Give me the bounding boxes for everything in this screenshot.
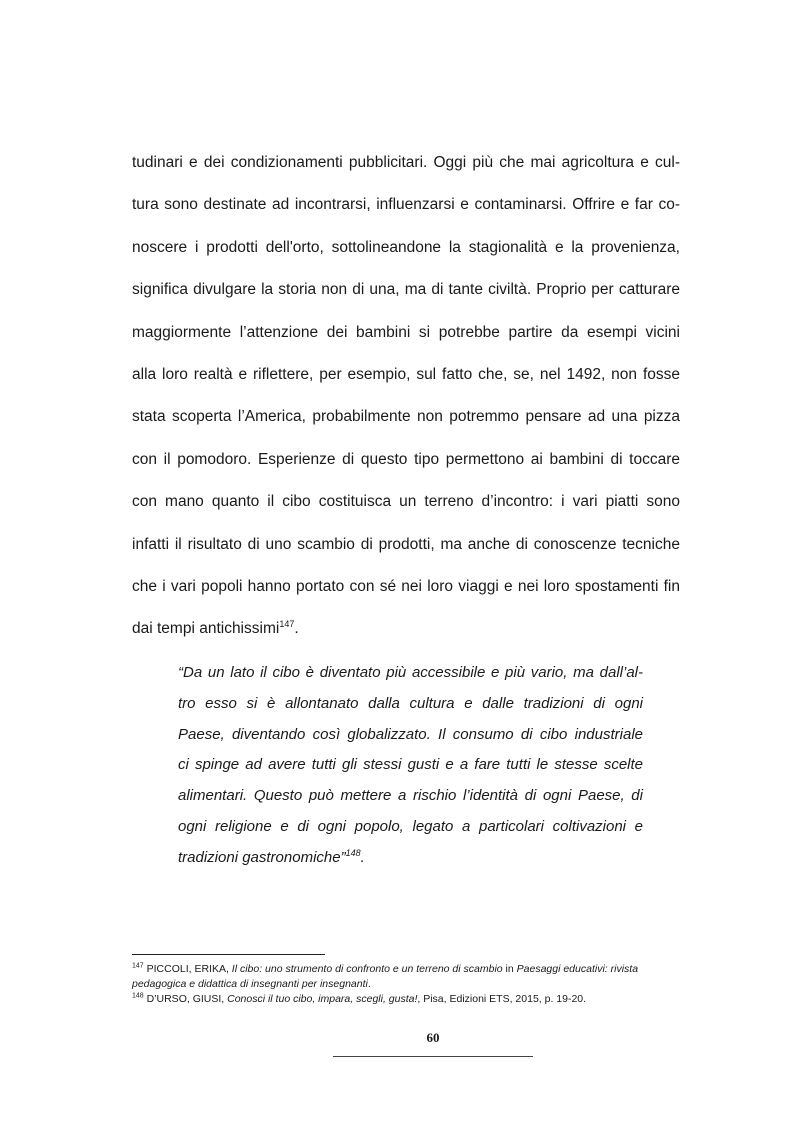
footnote-middle: in <box>502 963 517 975</box>
body-last-punct: . <box>294 620 299 638</box>
footnote-148 <box>132 992 692 1007</box>
footnote-author: PICCOLI, ERIKA, <box>143 963 232 975</box>
body-paragraph <box>132 142 680 651</box>
body-line: con il pomodoro. Esperienze di questo tipo permettono ai bambini di toccare <box>132 450 680 468</box>
block-quote <box>178 658 643 874</box>
quote-last-text: tradizioni gastronomiche” <box>178 848 346 866</box>
footnotes <box>132 962 692 1008</box>
footnote-end: , Pisa, Edizioni ETS, 2015, p. 19-20. <box>417 993 587 1006</box>
quote-line: tro esso si è allontanato dalla cultura e dalle tradizioni di ogni <box>178 694 643 712</box>
quote-line: ci spinge ad avere tutti gli stessi gusti e a fare tutti le stesse scelte <box>178 756 643 774</box>
body-line: maggiormente l’attenzione dei bambini si potrebbe partire da esempi vicini <box>132 323 680 341</box>
footnote-number: 148 <box>132 992 144 1000</box>
footnote-147 <box>132 962 692 992</box>
footnote-title: Il cibo: uno strumento di confronto e un terreno di scambio <box>231 963 503 975</box>
body-last-text: dai tempi antichissimi <box>132 620 280 638</box>
body-line: che i vari popoli hanno portato con sé nei loro viaggi e nei loro spostamenti fin <box>132 578 680 596</box>
footnote-author: D’URSO, GIUSI, <box>143 993 228 1006</box>
quote-line: Paese, diventando così globalizzato. Il consumo di cibo industriale <box>178 725 643 743</box>
body-line: significa divulgare la storia non di una, ma di tante civiltà. Proprio per catturare <box>132 281 680 299</box>
body-line: infatti il risultato di uno scambio di prodotti, ma anche di conoscenze tecniche <box>132 535 680 553</box>
body-line: tudinari e dei condizionamenti pubblicitari. Oggi più che mai agricoltura e cul- <box>132 154 680 171</box>
footnote-source: Paesaggi educativi: rivista pedagogica e didattica di insegnanti per insegnanti <box>132 963 639 991</box>
quote-line: alimentari. Questo può mettere a rischio l’identità di ogni Paese, di <box>178 787 643 805</box>
body-line: noscere i prodotti dell'orto, sottolineandone la stagionalità e la provenienza, <box>132 238 680 256</box>
body-line: tura sono destinate ad incontrarsi, influenzarsi e contaminarsi. Offrire e far co- <box>132 196 680 214</box>
page-number: 60 <box>426 1030 440 1045</box>
body-line: stata scoperta l’America, probabilmente non potremmo pensare ad una pizza <box>132 408 680 426</box>
body-line-last <box>132 608 680 650</box>
footnote-separator <box>132 954 325 955</box>
body-line: alla loro realtà e riflettere, per esempio, sul fatto che, se, nel 1492, non fosse <box>132 366 680 384</box>
footnote-number: 147 <box>132 962 144 970</box>
footnote-end: . <box>367 978 371 991</box>
body-line: con mano quanto il cibo costituisca un terreno d’incontro: i vari piatti sono <box>132 493 680 511</box>
page-footer-rule <box>333 1056 533 1057</box>
footnote-title: Conosci il tuo cibo, impara, scegli, gusta! <box>227 993 418 1006</box>
quote-line: “Da un lato il cibo è diventato più accessibile e più vario, ma dall’al- <box>178 664 643 681</box>
footnote-ref-147[interactable]: 147 <box>279 619 295 630</box>
quote-line: ogni religione e di ogni popolo, legato a particolari coltivazioni e <box>178 817 643 835</box>
quote-line-last <box>178 843 643 874</box>
quote-last-punct: . <box>360 848 365 866</box>
footnote-ref-148[interactable]: 148 <box>345 847 361 858</box>
